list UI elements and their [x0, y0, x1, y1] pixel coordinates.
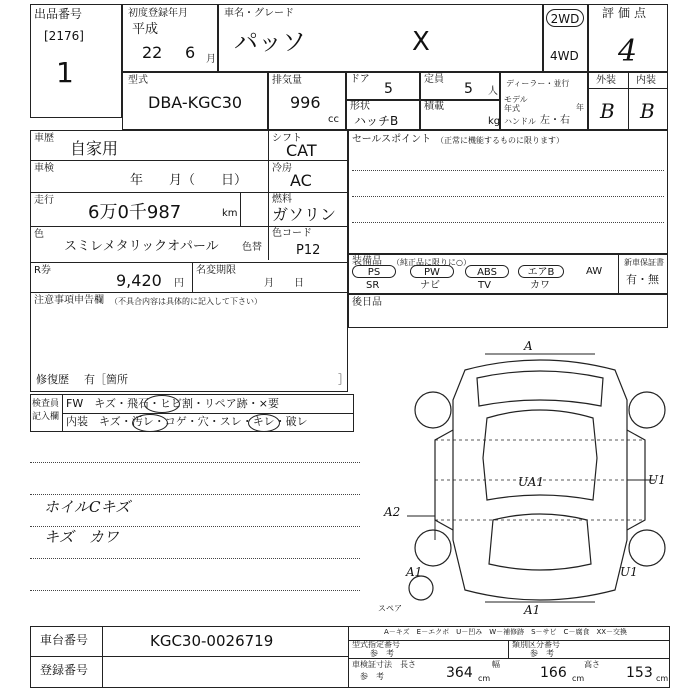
- notes-line-1: [30, 462, 360, 463]
- ac-value: AC: [290, 171, 312, 190]
- recycle-unit: 円: [174, 278, 184, 289]
- inspection-interior: 内装 キズ・汚レ・コゲ・穴・スレ・キレ・破レ: [66, 415, 308, 428]
- circle-mark-stain: [132, 414, 168, 432]
- lot-label: 出品番号: [34, 7, 83, 21]
- width-label: 幅: [492, 660, 500, 669]
- history-label: 車歴: [34, 133, 54, 144]
- ext-score: B: [600, 99, 615, 123]
- fuel-value: ガソリン: [272, 205, 337, 224]
- score-value: 4: [618, 34, 638, 69]
- height-unit: cm: [656, 674, 669, 683]
- equipment-sub: （純正品に限りに○）: [392, 258, 471, 267]
- diagram-mark-a-top: A: [524, 339, 533, 353]
- shift-value: CAT: [286, 141, 317, 160]
- footer-spec-divider: [508, 640, 509, 658]
- ext-label: 外装: [596, 75, 616, 86]
- notes-label: 注意事項申告欄: [34, 295, 104, 306]
- sales-line-1: [352, 170, 664, 171]
- door-value: 5: [384, 81, 393, 97]
- equip-sr: SR: [366, 280, 380, 291]
- reg-month: 6: [185, 43, 196, 62]
- mark-left-arrow: [407, 516, 435, 540]
- details-box: [30, 130, 348, 392]
- equip-airbag: エアB: [518, 265, 564, 278]
- height-label: 高さ: [584, 660, 600, 669]
- recycle-value: 9,420: [116, 271, 162, 290]
- width-value: 166: [540, 665, 567, 681]
- footer-row-rule: [30, 656, 348, 657]
- color-label: 色: [34, 229, 44, 240]
- car-rear-window: [489, 514, 591, 570]
- after-box: [348, 294, 668, 328]
- int-score: B: [640, 99, 655, 123]
- chassis-value: KGC30-0026719: [150, 632, 274, 650]
- model-year-label: モデル年式: [504, 95, 528, 113]
- disp-unit: cc: [328, 114, 339, 125]
- color-code-label: 色コード: [272, 228, 312, 239]
- model-label: 型式: [128, 75, 148, 86]
- wheel-front-left: [415, 392, 451, 428]
- ext-int-rule: [588, 88, 668, 89]
- cap-label: 定員: [424, 74, 444, 85]
- reg-year: 22: [142, 43, 163, 62]
- model-value: DBA-KGC30: [148, 93, 243, 112]
- length-unit: cm: [478, 674, 491, 683]
- details-rule-2: [30, 192, 348, 193]
- shape-value: ハッチB: [354, 114, 399, 128]
- lot-number: 1: [56, 56, 74, 89]
- wheel-front-right: [629, 392, 665, 428]
- sales-line-3: [352, 222, 664, 223]
- inspection-rule: [62, 413, 354, 414]
- notes-line-5: [30, 590, 360, 591]
- notes-line-4: [30, 558, 360, 559]
- ext-int-divider: [628, 72, 629, 130]
- handwritten-note-2: キズ カワ: [44, 528, 119, 546]
- color-code-value: P12: [296, 243, 321, 258]
- diagram-mark-a1-left: A1: [406, 565, 423, 579]
- car-name: パッソ: [234, 28, 306, 56]
- reg-label: 初度登録年月: [128, 8, 188, 19]
- after-label: 後日品: [352, 297, 382, 308]
- equip-pw: PW: [410, 265, 454, 278]
- footer-label-divider: [102, 626, 103, 688]
- shape-label: 形状: [350, 101, 370, 112]
- sales-line-2: [352, 196, 664, 197]
- circle-mark-wear: [248, 414, 280, 432]
- details-rule-3: [30, 226, 348, 227]
- inspection-label: 検査員記入欄: [32, 399, 60, 422]
- diagram-mark-a2: A2: [384, 505, 401, 519]
- length-value: 364: [446, 665, 473, 681]
- fuel-label: 燃料: [272, 194, 292, 205]
- equip-ps: PS: [352, 265, 396, 278]
- height-value: 153: [626, 665, 653, 681]
- disp-value: 996: [290, 93, 321, 112]
- name-change-value: 月 日: [264, 278, 304, 289]
- class-label: 類別区分番号: [512, 640, 560, 649]
- handwritten-note-1: ホイルCキズ: [44, 498, 131, 516]
- details-rule-5: [30, 292, 348, 293]
- model-spec-ref: 参 考: [370, 649, 394, 658]
- repair-label: 修復歴: [36, 373, 69, 386]
- footer-mid-divider: [348, 626, 349, 688]
- circle-mark-chip: [144, 395, 180, 413]
- color-change-label: 色替: [242, 242, 262, 253]
- cap-unit: 人: [488, 86, 498, 97]
- warranty-value: 有・無: [626, 273, 659, 286]
- model-spec-label: 型式指定番号: [352, 640, 400, 649]
- disp-label: 排気量: [272, 75, 302, 86]
- mileage-unit: km: [222, 208, 238, 219]
- int-label: 内装: [636, 75, 656, 86]
- size-ref: 参 考: [360, 672, 384, 681]
- notes-line-3: [30, 526, 360, 527]
- name-change-label: 名変期限: [196, 265, 236, 276]
- footer-right-rule-2: [348, 658, 670, 659]
- score-label: 評価点: [602, 6, 651, 20]
- drive-2wd-circled: 2WD: [546, 9, 584, 27]
- lot-box: [30, 4, 122, 118]
- handle-label: ハンドル: [504, 117, 536, 126]
- car-hood: [477, 371, 603, 406]
- equip-navi: ナビ: [420, 280, 440, 291]
- length-label: 長さ: [400, 660, 416, 669]
- car-label: 車名・グレード: [224, 8, 294, 19]
- notes-line-2: [30, 494, 360, 495]
- class-ref: 参 考: [530, 649, 554, 658]
- repair-close: ］: [338, 373, 349, 386]
- details-rule-4: [30, 262, 348, 263]
- inspection-exterior: FW キズ・飛石・ヒビ割・リペア跡・×要: [66, 397, 279, 410]
- car-grade: X: [412, 27, 430, 57]
- repair-value: 有［箇所: [84, 373, 128, 386]
- equip-aw: AW: [586, 266, 603, 277]
- wheel-rear-right: [629, 530, 665, 566]
- sales-sub: （正常に機能するものに限ります）: [436, 136, 564, 145]
- dealer-label: ディーラー・並行: [506, 79, 570, 88]
- diagram-mark-u1-rear: U1: [620, 565, 638, 579]
- equip-abs: ABS: [465, 265, 509, 278]
- inspect-label: 車検: [34, 163, 54, 174]
- reg-number-label: 登録番号: [40, 663, 89, 677]
- door-label: ドア: [350, 74, 370, 85]
- diagram-mark-a1-bottom: A1: [524, 603, 541, 617]
- reg-era: 平成: [132, 22, 159, 37]
- drive-4wd: 4WD: [550, 49, 579, 63]
- diagram-mark-u1-right: U1: [648, 473, 666, 487]
- diagram-mark-ua1: UA1: [518, 475, 545, 489]
- size-label: 車検証寸法: [352, 660, 392, 669]
- width-unit: cm: [572, 674, 585, 683]
- spare-tire: [409, 576, 433, 600]
- reg-month-unit: 月: [206, 54, 216, 65]
- mileage-label: 走行: [34, 195, 54, 206]
- equip-tv: TV: [478, 280, 491, 291]
- equip-leather: カワ: [530, 280, 550, 291]
- model-year-unit: 年: [576, 103, 584, 112]
- equipment-label: 装備品: [352, 256, 382, 267]
- load-unit: kg: [488, 116, 501, 127]
- ac-label: 冷房: [272, 163, 292, 174]
- mileage-unit-rule: [240, 192, 241, 226]
- sales-label: セールスポイント: [352, 134, 432, 145]
- handle-value: 左・右: [540, 115, 570, 126]
- recycle-label: R券: [34, 265, 51, 276]
- load-label: 積載: [424, 101, 444, 112]
- sales-box: [348, 130, 668, 254]
- wheel-rear-left: [415, 530, 451, 566]
- mileage-value: 6万0千987: [88, 202, 182, 223]
- shift-label: シフト: [272, 133, 302, 144]
- details-rule-1: [30, 160, 348, 161]
- warranty-label: 新車保証書: [624, 258, 664, 267]
- color-value: スミレメタリックオパール: [64, 239, 219, 254]
- notes-sub: （不具合内容は具体的に記入して下さい）: [110, 297, 262, 306]
- chassis-label: 車台番号: [40, 633, 89, 647]
- recycle-divider: [192, 262, 193, 292]
- equipment-divider: [618, 254, 619, 294]
- spare-label: スペア: [378, 604, 402, 613]
- legend-text: A－キズ E－エクボ U－凹み W－補修跡 S－サビ C－腐食 XX－交換: [384, 628, 628, 636]
- lot-code: [2176]: [44, 29, 84, 43]
- cap-value: 5: [464, 81, 473, 97]
- history-value: 自家用: [70, 139, 119, 158]
- details-divider: [268, 130, 269, 260]
- inspect-value: 年 月（ 日）: [130, 173, 248, 188]
